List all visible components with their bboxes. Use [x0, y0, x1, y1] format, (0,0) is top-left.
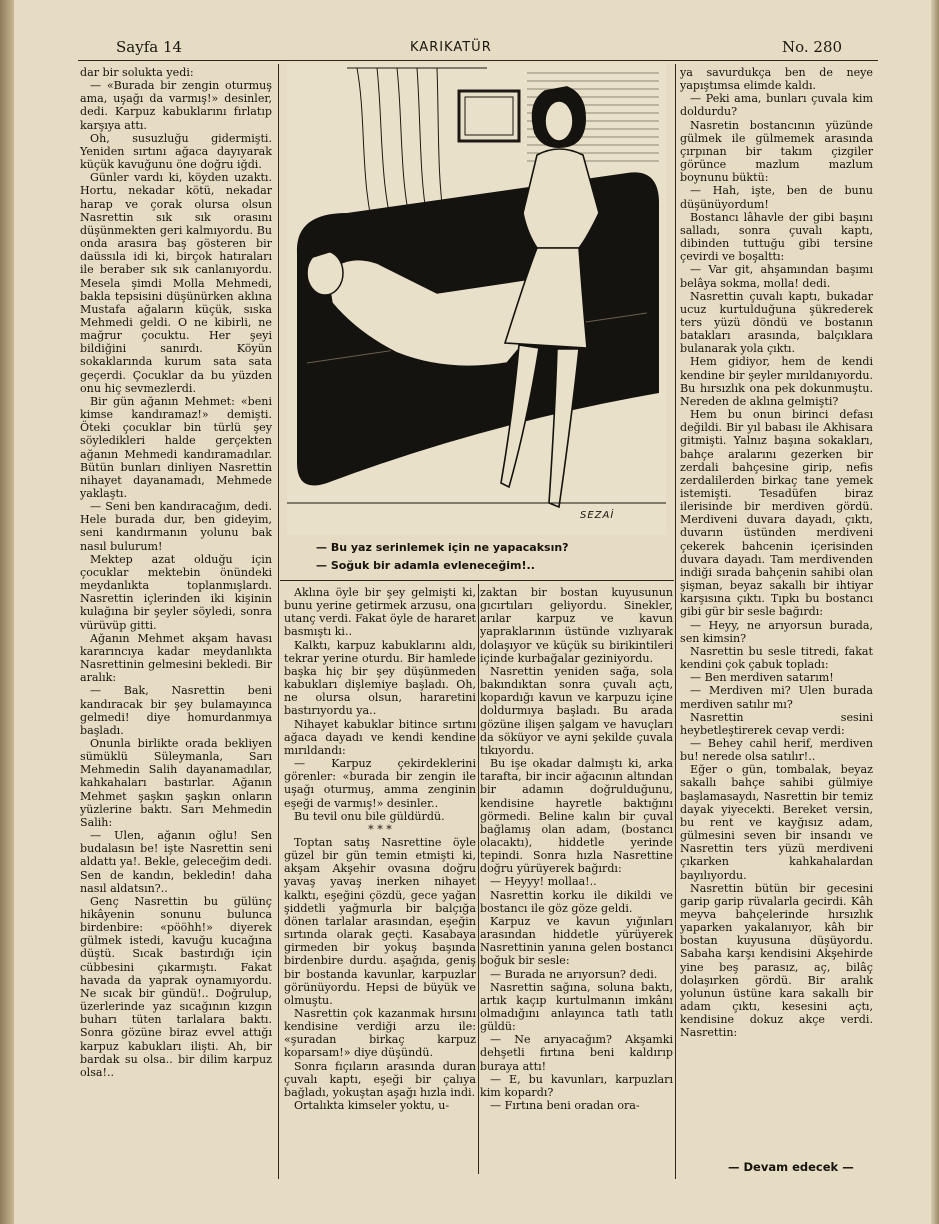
paragraph: Hem bu onun birinci defası değildi. Bir yıl babası ile Akhisara gitmişti. Yalnız başına sokakları, bahçe aralarını gezerken bir zerdali bahçesine girip, nefis zerdalilerden birkaç tane yemek istemişti. Tesadüfen biraz ilerisinde bir merdiven gördü. Merdiveni duvara dayadı, çıktı, duvarın üstünden merdiveni çekerek bahcenin içerisinden duvara dayadı. Tam merdivenden indiği sırada bahçenin sahibi olan şişman, beyaz sakallı bir ihtiyar karşısına çıktı. Tıpkı bu bostancı gibi gür bir sesle bağırdı:	[680, 408, 873, 619]
column-divider-right	[675, 64, 676, 1179]
article-column-right	[680, 66, 873, 1040]
paragraph: — Peki ama, bunları çuvala kim doldurdu?	[680, 92, 873, 119]
issue-number: No. 280	[782, 38, 843, 56]
page-edge-shadow	[931, 0, 939, 1224]
article-column-center-left	[284, 586, 476, 1112]
illustration-bottom-rule	[280, 580, 674, 581]
column-divider-left	[278, 64, 279, 1179]
paragraph: — Bak, Nasrettin beni kandıracak bir şey bulamayınca gelmedi! diye homurdanmıya başladı.	[80, 684, 272, 737]
paragraph: Ağanın Mehmet akşam havası kararıncıya kadar meydanlıkta Nasrettinin gelmesini bekledi. Bir aralık:	[80, 631, 272, 685]
paragraph: — Ne arıyacağım? Akşamki dehşetli fırtına beni kaldırıp buraya attı!	[480, 1033, 673, 1073]
paragraph: Eğer o gün, tombalak, beyaz sakallı bahçe sahibi gülmiye başlamasaydı, Nasrettin bir temiz dayak yiyecekti. Bereket versin, bu rent ve kayğısız adam, gülmesini seven bir insandı ve Nasrettin ters yüzü merdiveni çıkarken kahkahalardan bayılıyordu.	[680, 763, 873, 882]
paragraph: zaktan bir bostan kuyusunun gıcırtıları geliyordu. Sinekler, arılar karpuz ve kavun yapraklarının üstünde vızlıyarak dolaşıyor ve küçük su birikintileri içinde kurbağalar geziniyordu.	[480, 586, 673, 665]
paragraph: — Heyy, ne arıyorsun burada, sen kimsin?	[680, 618, 873, 645]
paragraph: Günler vardı ki, köyden uzaktı. Hortu, nekadar kötü, nekadar harap ve çorak olursa olsun Nasrettin sık sık orasını düşünmekten geri kalmıyordu. Bu onda arasıra baş gösteren bir daüssıla idi ki, birçok hatıraları ile beraber sık sık canlanıyordu. Mesela şimdi Molla Mehmedi, bakla tepsisini düşünürken aklına Mustafa ağaların küçük, sıska Mehmedi geldi. O ne kibirli, ne mağrur çocuktu. Her şeyi bildiğini sanırdı. Köyün sokaklarında kurum sata sata geçerdi. Çocuklar da bu yüzden onu hiç sevmezlerdi.	[80, 171, 272, 395]
article-column-center-right	[480, 586, 673, 1112]
paragraph: Nasrettin korku ile dikildi ve bostancı ile göz göze geldi.	[480, 888, 673, 915]
paragraph: Onunla birlikte orada bekliyen sümüklü Süleymanla, Sarı Mehmedin Salih dayanamadılar, kahkahaları bastırlar. Ağanın Mehmet şaşkın şaşkın onların yüzlerine baktı. Sarı Mehmedin Salih:	[80, 736, 272, 829]
header-rule	[78, 60, 878, 61]
article-column-left	[80, 66, 272, 1079]
paragraph: Nasrettin yeniden sağa, sola bakındıktan sonra çuvalı açtı, kopardığı kavun ve karpuzu içine doldurmıya başladı. Bu arada gözüne ilişen şalgam ve havuçları da söküyor ve ayni şekilde çuvala tıkıyordu.	[480, 664, 673, 757]
paragraph: — Merdiven mi? Ulen burada merdiven satılır mı?	[680, 684, 873, 711]
paragraph: Hem gidiyor, hem de kendi kendine bir şeyler mırıldanıyordu. Bu hırsızlık ona pek dokunmuştu. Nereden de aklına gelmişti?	[680, 355, 873, 408]
paragraph: Genç Nasrettin bu gülünç hikâyenin sonunu bulunca birdenbire: «pööhh!» diyerek gülmek istedi, kavuğu kucağına düştü. Sıcak bastırdığı için cübbesini çıkarmıştı. Fakat havada da yaprak oynamıyordu. Ne sıcak bir gündü!.. Doğrulup, üzerlerinde yaz sıcağının kızgın buharı tüten tarlalara baktı. Sonra gözüne biraz evvel attığı karpuz kabukları ilişti. Ah, bir bardak su olsa.. bir dilim karpuz olsa!..	[80, 894, 272, 1079]
paragraph: — Ben merdiven satarım!	[690, 671, 834, 685]
paragraph: — Seni ben kandıracağım, dedi. Hele burada dur, ben gideyim, seni kandırmanın yolunu bak nasıl bulurum!	[80, 500, 272, 553]
paragraph: — Burada ne arıyorsun? dedi.	[490, 967, 658, 981]
page-number: Sayfa 14	[116, 38, 183, 56]
paragraph: Nasrettin sağına, soluna baktı, artık kaçıp kurtulmanın imkânı olmadığını anlayınca tatlı tatlı güldü:	[480, 980, 673, 1034]
paragraph: Sonra fıçıların arasında duran çuvalı kaptı, eşeği bir çalıya bağladı, yokuştan aşağı hızla indi.	[284, 1059, 476, 1099]
paragraph: Bu işe okadar dalmıştı ki, arka tarafta, bir incir ağacının altından bir adamın doğrulduğunu, kendisine hayretle baktığını görmedi. Beline kalın bir çuval bağlamış olan adam, (bostancı olacaktı), hiddetle yerinde tepindi. Sonra hızla Nasrettine doğru yürüyerek bağırdı:	[480, 757, 673, 876]
magazine-title: KARIKATÜR	[410, 40, 492, 55]
paragraph: — Hah, işte, ben de bunu düşünüyordum!	[680, 184, 873, 211]
paragraph: Ortalıkta kimseler yoktu, u-	[294, 1099, 450, 1113]
paragraph: Nasretin bostancının yüzünde gülmek ile gülmemek arasında çırpınan bir takım çizgiler görünce mazlum mazlum boynunu büktü:	[680, 118, 873, 185]
paragraph: Mektep azat olduğu için çocuklar mektebin önündeki meydanlıkta toplanmışlardı. Nasrettin içlerinden iki kişinin kulağına bir şeyler söyledi, sonra vürüvüp gitti.	[80, 552, 272, 632]
paragraph: — Ulen, ağanın oğlu! Sen budalasın be! işte Nasrettin seni aldattı ya!. Bekle, geleceğim dedi. Sen de kandın, bekledin! daha nasıl aldatsın?..	[80, 829, 272, 895]
paragraph: — Fırtına beni oradan ora-	[490, 1099, 640, 1113]
paragraph: — Heyyy! mollaa!..	[490, 875, 597, 889]
paragraph: Nasrettin bütün bir gecesini garip garip rüvalarla gecirdi. Kâh meyva bahçelerinde hırsızlık yaparken yakalanıyor, kâh bir bostan kuyusuna düşüyordu. Sabaha karşı kendisini Akşehirde yine beş parasız, aç, bilâç dolaşırken gördü. Bir aralık yolunun üstüne kara sakallı bir adam çıktı, kesesini açtı, kendisine dokuz akçe verdi. Nasrettin:	[680, 881, 873, 1040]
paragraph: ya savurdukça ben de neye yapıştımsa elimde kaldı.	[680, 66, 873, 93]
cartoon-illustration	[287, 63, 666, 535]
column-divider-center	[478, 584, 479, 1174]
paragraph: Nasrettin bu sesle titredi, fakat kendini çok çabuk topladı:	[680, 644, 873, 672]
paragraph: Nihayet kabuklar bitince sırtını ağaca dayadı ve kendi kendine mırıldandı:	[284, 717, 476, 757]
page-binding-shadow	[0, 0, 14, 1224]
continued-notice: — Devam edecek —	[728, 1160, 854, 1174]
caption-answer: — Soğuk bir adamla evleneceğim!..	[316, 559, 535, 572]
paragraph: Nasrettin çuvalı kaptı, bukadar ucuz kurtulduğuna şükrederek ters yüzü döndü ve bostanın batakları arasında, balçıklara bulanarak yola çıktı.	[680, 289, 873, 356]
paragraph: — Var git, ahşamından başımı belâya sokma, molla! dedi.	[680, 263, 873, 290]
paragraph: Oh, susuzluğu gidermişti. Yeniden sırtını ağaca dayıyarak küçük kavuğunu öne doğru iğdi.	[80, 131, 272, 172]
paragraph: Kalktı, karpuz kabuklarını aldı, tekrar yerine oturdu. Bir hamlede başka hiç bir şey düşünmeden kabukları dişlemiye başladı. Oh, ne olursa olsun, hararetini bastırıyordu ya..	[284, 638, 476, 718]
paragraph: Toptan satış Nasrettine öyle güzel bir gün temin etmişti ki, akşam Akşehir ovasına doğru yavaş yavaş inerken nihayet kalktı, eşeğini çözdü, gece yağan şiddetli yağmurla bir balçığa dönen tarlalar arasından, eşeğin sırtında olarak geçti. Kasabaya girmeden bir yokuş başında birdenbire durdu. aşağıda, geniş bir bostanda kavunlar, karpuzlar görünüyordu. Hepsi de büyük ve olmuştu.	[284, 835, 476, 1007]
paragraph: Bu tevil onu bile güldürdü.	[294, 809, 445, 823]
paragraph: Karpuz ve kavun yığınları arasından hiddetle yürüyerek Nasrettinin yanına gelen bostancı boğuk bir sesle:	[480, 914, 673, 968]
paragraph: Aklına öyle bir şey gelmişti ki, bunu yerine getirmek arzusu, ona utanç verdi. Fakat öyle de hararet basmıştı ki..	[284, 586, 476, 639]
paragraph: Bir gün ağanın Mehmet: «beni kimse kandıramaz!» demişti. Öteki çocuklar bin türlü şey söyledikleri halde gerçekten ağanın Mehmedi kandıramadılar. Bütün bunları dinliyen Nasrettin nihayet dayanamadı, Mehmede yaklaştı.	[80, 394, 272, 500]
artist-signature: SEZAİ	[580, 510, 615, 521]
paragraph: — E, bu kavunları, karpuzları kim kopardı?	[480, 1072, 673, 1099]
section-break: * * *	[368, 822, 392, 836]
paragraph: Nasrettin çok kazanmak hırsını kendisine verdiği arzu ile: «şuradan birkaç karpuz koparsam!» diye düşündü.	[284, 1007, 476, 1060]
caption-question: — Bu yaz serinlemek için ne yapacaksın?	[316, 541, 569, 554]
paragraph: dar bir solukta yedi:	[80, 66, 194, 79]
paragraph: — «Burada bir zengin oturmuş ama, uşağı da varmış!» desinler, dedi. Karpuz kabuklarını fırlatıp karşıya attı.	[80, 79, 272, 132]
paragraph: — Behey cahil herif, merdiven bu! nerede olsa satılır!..	[680, 736, 873, 764]
paragraph: Nasrettin sesini heybetleştirerek cevap verdi:	[680, 710, 873, 737]
paragraph: — Karpuz çekirdeklerini görenler: «burada bir zengin ile uşağı oturmuş, amma zenginin eşeği de varmış!» desinler..	[284, 757, 476, 810]
paragraph: Bostancı lâhavle der gibi başını salladı, sonra çuvalı kaptı, dibinden tuttuğu gibi tersine çevirdi ve boşalttı:	[680, 210, 873, 264]
